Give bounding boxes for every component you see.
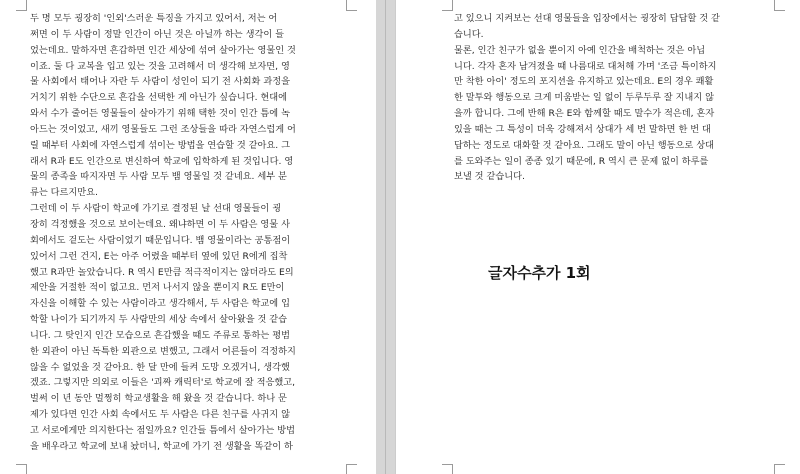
text-line: 답하는 정도로 대화할 것 같아요. 그래도 말이 아닌 행동으로 상대 [454,139,714,151]
section-heading[interactable]: 글자수추가 1회 [488,264,591,282]
text-line: 고 있으니 지켜보는 선대 영물들을 입장에서는 굉장히 답답할 것 같 [454,13,720,24]
page-gutter [376,0,396,474]
text-line: 를 도와주는 일이 종종 있기 때문에, R 역시 큰 문제 없이 하루를 [454,155,709,167]
text-line: 습니다. [454,28,484,40]
text-line: 회에서도 겉도는 사람이었기 때문입니다. 뱀 영물이라는 공통점이 [30,234,291,246]
text-line: 을까 합니다. 그에 반해 R은 E와 함께할 때도 말수가 적은데, 혼자 [454,108,715,120]
text-line: 두 명 모두 굉장히 '인외'스러운 특징을 가지고 있어서, 저는 어 [30,13,278,24]
document-page-left [0,0,376,474]
text-line: 만 착한 아이' 정도의 포지션을 유지하고 있는데요. E의 경우 쾌활 [454,76,714,88]
text-line: 아드는 것이었고, 새끼 영물들도 그런 조상들을 따라 자연스럽게 어 [30,123,296,135]
gutter-divider [385,0,386,474]
body-text-left[interactable] [30,11,342,455]
text-line: 이죠. 둘 다 교복을 입고 있는 것을 고려해서 더 생각해 보자면, 영 [30,60,290,72]
text-line: 학할 나이가 되기까지 두 사람만의 세상 속에서 살아왔을 것 같습 [30,314,288,326]
text-line: 니다. 그 탓인지 인간 모습으로 흔갑했을 때도 주류로 통하는 평범 [30,329,290,341]
text-line: 제안을 거절한 적이 없고요. 먼저 나서지 않을 뿐이지 R도 E만이 [30,282,285,294]
body-text-right[interactable] [454,11,774,185]
margin-corner-marker [774,0,785,11]
margin-corner-marker [442,464,453,474]
margin-corner-marker [16,464,27,474]
text-line: 있어서 그런 건지, E는 아주 어렸을 때부터 옆에 있던 R에게 집착 [30,250,288,262]
text-line: 고 서로에게만 의지한다는 점일까요? 인간들 틈에서 살아가는 방법 [30,424,295,436]
text-line: 와서 수가 줄어든 영물들이 살아가기 위해 택한 것이 인간 틈에 녹 [30,108,290,120]
margin-corner-marker [16,0,27,11]
margin-corner-marker [346,464,357,474]
text-line: 니다. 각자 혼자 남겨졌을 때 나름대로 대처해 가며 '조금 특이하지 [454,60,717,72]
text-line: 물론, 인간 친구가 없을 뿐이지 아예 인간을 배척하는 것은 아닙 [454,44,706,56]
text-line: 류는 다르지만요. [30,187,98,199]
text-line: 자신을 이해할 수 있는 사람이라고 생각해서, 두 사람은 학교에 입 [30,298,290,310]
text-line: 제가 있다면 인간 사회 속에서도 두 사람은 다른 친구를 사귀지 않 [30,409,290,421]
text-line: 장히 걱정했을 것으로 보이는데요. 왜냐하면 이 두 사람은 영물 사 [30,218,290,230]
text-line: 있을 때는 그 특성이 더욱 강해져서 상대가 세 번 말하면 한 번 대 [454,123,711,135]
text-line: 릴 때부터 사회에 자연스럽게 섞이는 방법을 연습할 것 같아요. 그 [30,139,290,151]
margin-corner-marker [442,0,453,11]
margin-corner-marker [346,0,357,11]
text-line: 보낼 것 같습니다. [454,171,525,183]
text-line: 않을 수 없었을 것 같아요. 한 달 만에 들켜 도망 오겠거니, 생각했 [30,361,290,373]
text-line: 그런데 이 두 사람이 학교에 가기로 결정된 날 선대 영물들이 굉 [30,203,282,215]
text-line: 물 사회에서 태어나 자란 두 사람이 성인이 되기 전 사회화 과정을 [30,76,290,88]
document-page-right [396,0,800,474]
text-line: 을 배우라고 학교에 보내 놨더니, 학교에 가기 전 생활을 똑같이 하 [30,440,293,452]
text-line: 쩌면 이 두 사람이 정말 인간이 아닌 것은 아닐까 하는 생각이 들 [30,28,285,40]
text-line: 했고 R과만 놀았습니다. R 역시 E만큼 적극적이지는 않더라도 E의 [30,266,294,278]
text-line: 거치기 위한 수단으로 흔갑을 선택한 게 아닌가 싶습니다. 현대에 [30,92,288,104]
text-line: 물의 종족을 따지자면 두 사람 모두 뱀 영물일 것 같네요. 세부 분 [30,171,287,183]
text-line: 래서 R과 E도 인간으로 변신하여 학교에 입학하게 된 것입니다. 영 [30,155,294,167]
text-line: 한 말투와 행동으로 크게 미움받는 일 없이 두루두루 잘 지내지 않 [454,92,714,104]
text-line: 벌써 이 년 동안 멀쩡히 학교생활을 해 왔을 것 같습니다. 하나 문 [30,393,287,405]
text-line: 겠죠. 그렇지만 의외로 이들은 '괴짜 캐릭터'로 학교에 잘 적응했고, [30,377,296,389]
margin-corner-marker [774,464,785,474]
text-line: 한 외관이 아닌 독특한 외관으로 변했고, 그래서 어른들이 걱정하지 [30,345,296,357]
text-line: 었는데요. 말하자면 흔갑하면 인간 세상에 섞여 살아가는 영물인 것 [30,44,296,56]
